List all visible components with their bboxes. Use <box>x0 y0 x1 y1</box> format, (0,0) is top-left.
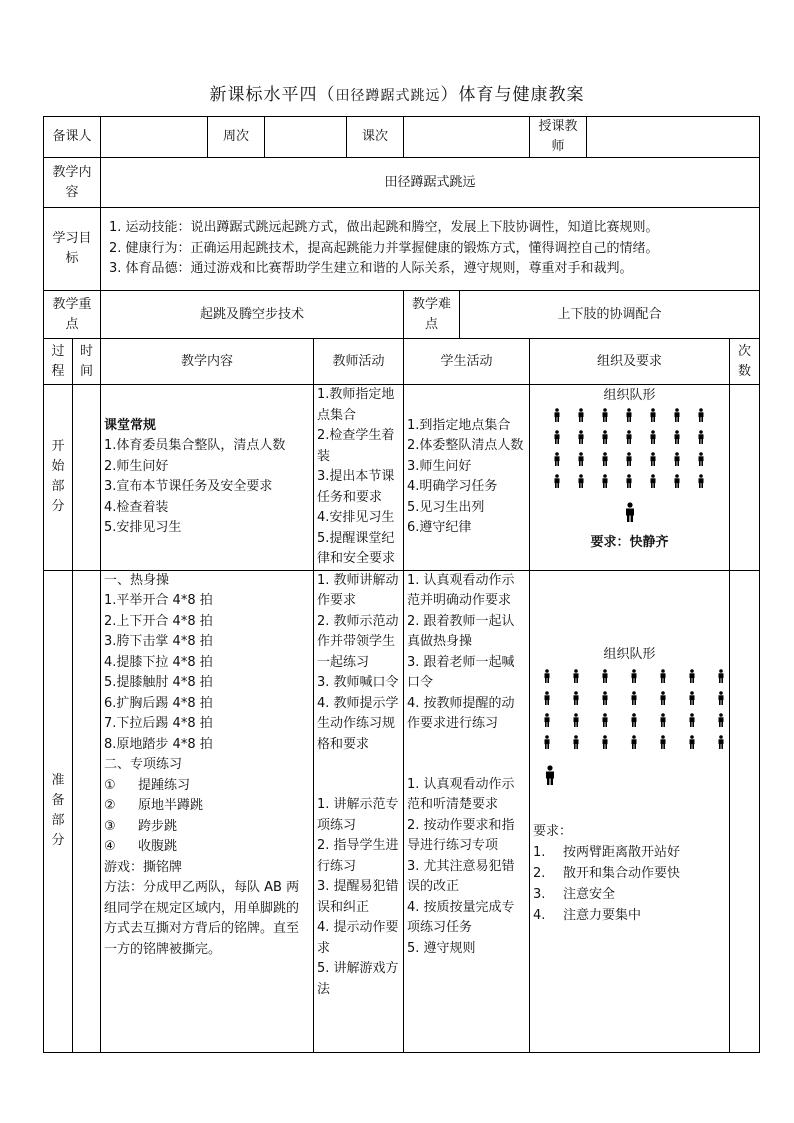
person-icon <box>716 735 728 749</box>
game-method: 方法：分成甲乙两队，每队 AB 两组同学在规定区域内，用单脚跳的方式去互撕对方背后的铭牌。直至一方的铭牌被撕完。 <box>104 880 300 957</box>
week-label: 周次 <box>208 117 265 158</box>
person-icon <box>600 669 612 683</box>
list-item: 7.下拉后踢 4*8 拍 <box>104 716 213 731</box>
start-count <box>730 385 760 571</box>
list-item: 1. 认真观看动作示范并明确动作要求 <box>407 572 515 608</box>
person-icon <box>600 452 612 466</box>
person-icon <box>672 430 684 444</box>
person-icon <box>552 474 564 488</box>
person-icon <box>542 735 554 749</box>
person-icon <box>648 430 660 444</box>
person-icon <box>552 408 564 422</box>
list-item: 3.胯下击掌 4*8 拍 <box>104 634 213 649</box>
req-item: 3. 注意安全 <box>533 886 616 902</box>
person-icon <box>542 691 554 705</box>
special-item: ② 原地半蹲跳 <box>104 798 204 813</box>
prep-formation <box>533 669 726 757</box>
col-student: 学生活动 <box>404 339 530 385</box>
person-icon <box>624 430 636 444</box>
prep-section-label: 准备部分 <box>44 570 73 1052</box>
prep-time <box>73 570 101 1052</box>
title-end: ）体育与健康教案 <box>440 85 585 105</box>
start-org-req: 要求：快静齐 <box>590 535 669 550</box>
person-icon <box>687 735 699 749</box>
teacher-icon <box>543 765 557 785</box>
person-icon <box>600 430 612 444</box>
list-item: 1.教师指定地点集合 <box>317 387 395 423</box>
start-content-title: 课堂常规 <box>104 417 157 433</box>
person-icon <box>658 713 670 727</box>
goals-label: 学习目标 <box>44 208 101 291</box>
list-item: 3. 提醒易犯错误和纠正 <box>317 879 399 915</box>
list-item: 2. 指导学生进行练习 <box>317 838 399 874</box>
goals-list <box>101 208 760 291</box>
prep-row <box>44 570 760 1052</box>
person-icon <box>576 408 588 422</box>
list-item: 2. 按动作要求和指导进行练习专项 <box>407 817 515 853</box>
list-item: 5.见习生出列 <box>407 499 485 515</box>
person-icon <box>658 735 670 749</box>
key-value: 起跳及腾空步技术 <box>101 291 404 339</box>
diff-value: 上下肢的协调配合 <box>460 291 760 339</box>
start-time <box>73 385 101 571</box>
formation-row <box>533 430 726 452</box>
person-icon <box>576 452 588 466</box>
person-icon <box>716 691 728 705</box>
person-icon <box>600 408 612 422</box>
prep-teacher-figure <box>533 765 726 792</box>
column-header-row <box>44 339 760 385</box>
list-item: 2.师生问好 <box>104 458 169 474</box>
person-icon <box>571 691 583 705</box>
prep-count <box>730 570 760 1052</box>
formation-row <box>533 408 726 430</box>
special-item: ③ 跨步跳 <box>104 818 178 834</box>
goal-item: 1. 运动技能：说出蹲踞式跳远起跳方式，做出起跳和腾空，发展上下肢协调性，知道比赛规则。 <box>109 220 659 236</box>
person-icon <box>571 713 583 727</box>
list-item: 6.遵守纪律 <box>407 520 472 536</box>
list-item: 6.扩胸后踢 4*8 拍 <box>104 695 213 711</box>
person-icon <box>716 669 728 683</box>
lesson-value <box>404 117 530 158</box>
teacher-icon <box>623 502 637 522</box>
person-icon <box>542 713 554 727</box>
person-icon <box>672 474 684 488</box>
col-time: 时间 <box>73 339 101 385</box>
formation-row <box>533 474 726 496</box>
key-label: 教学重点 <box>44 291 101 339</box>
list-item: 4.安排见习生 <box>317 510 395 525</box>
person-icon <box>687 691 699 705</box>
start-student <box>404 385 530 571</box>
game-title: 游戏：撕铭牌 <box>104 859 183 875</box>
person-icon <box>600 474 612 488</box>
focus-row <box>44 291 760 339</box>
col-content: 教学内容 <box>101 339 314 385</box>
person-icon <box>600 735 612 749</box>
prep-student <box>404 570 530 1052</box>
person-icon <box>696 474 708 488</box>
list-item: 5.提膝触肘 4*8 拍 <box>104 675 213 690</box>
start-org-title: 组织队形 <box>603 388 656 403</box>
list-item: 5.安排见习生 <box>104 520 182 536</box>
person-icon <box>629 735 641 749</box>
person-icon <box>542 669 554 683</box>
person-icon <box>672 452 684 466</box>
title-sub: 田径蹲踞式跳远 <box>335 88 441 104</box>
person-icon <box>571 669 583 683</box>
prep-org <box>530 570 730 1052</box>
person-icon <box>687 669 699 683</box>
list-item: 2.体委整队清点人数 <box>407 438 524 454</box>
list-item: 二、专项练习 <box>104 757 183 772</box>
list-item: 2.检查学生着装 <box>317 428 395 464</box>
list-item: 3.师生问好 <box>407 458 472 474</box>
list-item: 3. 教师喊口令 <box>317 675 399 690</box>
person-icon <box>629 713 641 727</box>
special-item: ① 提踵练习 <box>104 777 191 793</box>
start-label: 开始部分 <box>44 385 73 571</box>
person-icon <box>696 452 708 466</box>
list-item: 1.到指定地点集合 <box>407 417 511 433</box>
person-icon <box>672 408 684 422</box>
start-teacher <box>314 385 404 571</box>
person-icon <box>629 669 641 683</box>
lesson-plan-table <box>43 116 760 1053</box>
list-item: 4.提膝下拉 4*8 拍 <box>104 654 213 670</box>
person-icon <box>716 713 728 727</box>
list-item: 5. 讲解游戏方法 <box>317 961 399 997</box>
start-row <box>44 385 760 571</box>
person-icon <box>576 430 588 444</box>
person-icon <box>687 713 699 727</box>
list-item: 2.上下开合 4*8 拍 <box>104 613 213 629</box>
list-item: 2. 教师示范动作并带领学生一起练习 <box>317 613 399 670</box>
week-value <box>265 117 347 158</box>
prep-org-title: 组织队形 <box>603 646 656 662</box>
list-item: 一、热身操 <box>104 572 170 588</box>
list-item: 1. 教师讲解动作要求 <box>317 572 399 608</box>
person-icon <box>624 474 636 488</box>
special-item: ④ 收腹跳 <box>104 839 178 854</box>
person-icon <box>600 713 612 727</box>
req-item: 2. 散开和集合动作要快 <box>533 865 681 881</box>
teacher-value <box>587 117 760 158</box>
person-icon <box>576 474 588 488</box>
req-item: 1. 按两臂距离散开站好 <box>533 844 681 860</box>
content-row <box>44 158 760 208</box>
list-item: 4. 提示动作要求 <box>317 920 399 956</box>
person-icon <box>571 735 583 749</box>
prep-value <box>101 117 208 158</box>
formation-row <box>533 713 726 735</box>
list-item: 1.体育委员集合整队，清点人数 <box>104 438 286 454</box>
person-icon <box>648 474 660 488</box>
formation-row <box>533 452 726 474</box>
prep-label: 备课人 <box>44 117 101 158</box>
formation-row <box>533 691 726 713</box>
list-item: 1. 讲解示范专项练习 <box>317 797 399 833</box>
start-org <box>530 385 730 571</box>
person-icon <box>552 452 564 466</box>
content-value: 田径蹲踞式跳远 <box>101 158 760 208</box>
person-icon <box>624 408 636 422</box>
formation-row <box>533 735 726 757</box>
person-icon <box>624 452 636 466</box>
list-item: 8.原地踏步 4*8 拍 <box>104 736 213 752</box>
teacher-figure <box>533 502 726 529</box>
page-title <box>0 80 794 105</box>
content-label: 教学内容 <box>44 158 101 208</box>
list-item: 5.提醒课堂纪律和安全要求 <box>317 530 396 566</box>
list-item: 2. 跟着教师一起认真做热身操 <box>407 613 515 649</box>
person-icon <box>600 691 612 705</box>
list-item: 3.宣布本节课任务及安全要求 <box>104 479 273 495</box>
list-item: 4. 教师提示学生动作练习规格和要求 <box>317 695 399 752</box>
list-item: 1. 认真观看动作示范和听清楚要求 <box>407 776 515 812</box>
prep-req-title: 要求： <box>533 823 573 839</box>
list-item: 3. 尤其注意易犯错误的改正 <box>407 858 515 894</box>
list-item: 1.平举开合 4*8 拍 <box>104 593 213 608</box>
col-count: 次数 <box>730 339 760 385</box>
teacher-label: 授课教师 <box>530 117 587 158</box>
list-item: 4. 按教师提醒的动作要求进行练习 <box>407 695 515 731</box>
req-item: 4. 注意力要集中 <box>533 907 642 923</box>
list-item: 5. 遵守规则 <box>407 940 476 956</box>
person-icon <box>648 452 660 466</box>
title-main: 新课标水平四（ <box>209 85 336 105</box>
header-row <box>44 117 760 158</box>
diff-label: 教学难点 <box>404 291 460 339</box>
prep-content <box>101 570 314 1052</box>
col-org: 组织及要求 <box>530 339 730 385</box>
person-icon <box>696 408 708 422</box>
person-icon <box>648 408 660 422</box>
goal-item: 2. 健康行为：正确运用起跳技术，提高起跳能力并掌握健康的锻炼方式，懂得调控自己的情绪。 <box>109 240 659 256</box>
prep-teacher <box>314 570 404 1052</box>
person-icon <box>658 691 670 705</box>
start-content <box>101 385 314 571</box>
person-icon <box>696 430 708 444</box>
list-item: 3. 跟着老师一起喊口令 <box>407 654 515 690</box>
list-item: 4. 按质按量完成专项练习任务 <box>407 899 515 935</box>
start-formation <box>533 408 726 496</box>
col-process: 过程 <box>44 339 73 385</box>
person-icon <box>629 691 641 705</box>
formation-row <box>533 669 726 691</box>
person-icon <box>658 669 670 683</box>
person-icon <box>552 430 564 444</box>
lesson-label: 课次 <box>347 117 404 158</box>
list-item: 4.检查着装 <box>104 499 169 515</box>
prep-req-list <box>533 842 726 926</box>
list-item: 4.明确学习任务 <box>407 479 498 495</box>
goals-row <box>44 208 760 291</box>
list-item: 3.提出本节课任务和要求 <box>317 469 395 505</box>
goal-item: 3. 体育品德：通过游戏和比赛帮助学生建立和谐的人际关系，遵守规则，尊重对手和裁判。 <box>109 261 633 277</box>
col-teacher: 教师活动 <box>314 339 404 385</box>
